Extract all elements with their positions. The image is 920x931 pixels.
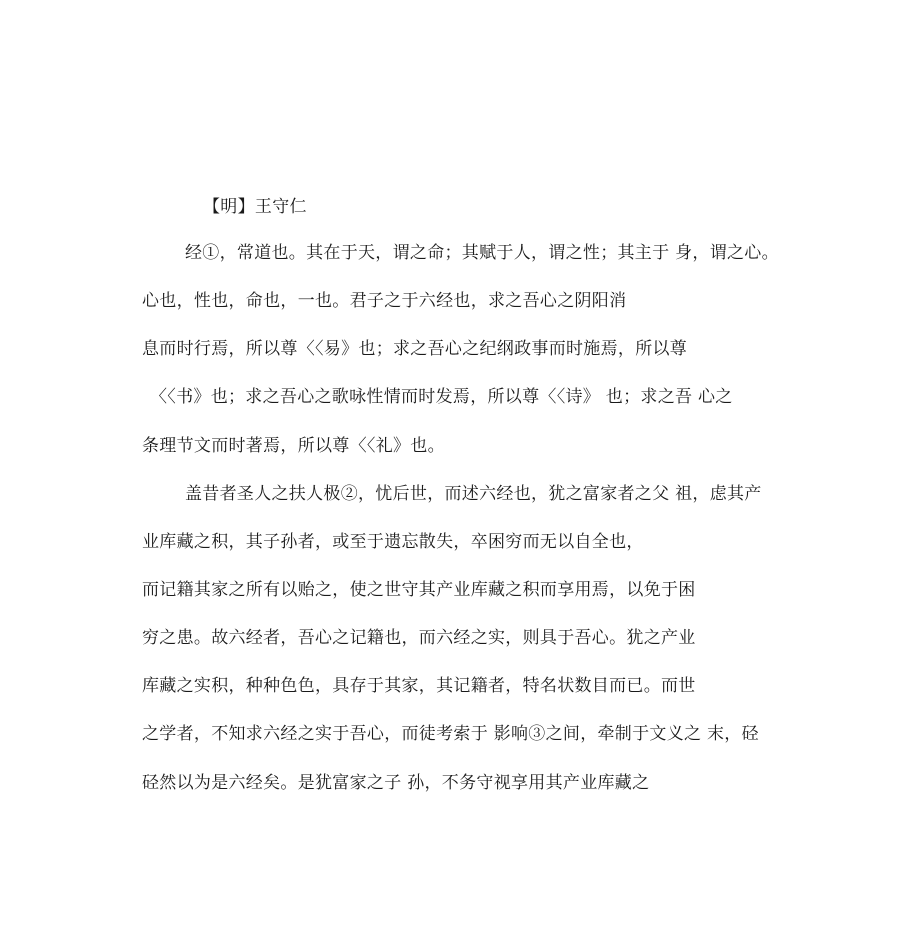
paragraph-line: 经①，常道也。其在于天，谓之命；其赋于人，谓之性；其主于 身，谓之心。 xyxy=(185,243,779,263)
paragraph-line: 而记籍其家之所有以贻之，使之世守其产业库藏之积而享用焉，以免于困 xyxy=(142,580,696,600)
author-heading: 【明】王守仁 xyxy=(203,197,307,217)
paragraph-line: 〈〈书》也；求之吾心之歌咏性情而时发焉，所以尊〈〈诗》 也；求之吾 心之 xyxy=(150,387,733,407)
paragraph-line: 穷之患。故六经者，吾心之记籍也，而六经之实，则具于吾心。犹之产业 xyxy=(142,628,696,648)
paragraph-line: 心也，性也，命也，一也。君子之于六经也，求之吾心之阴阳消 xyxy=(142,291,627,311)
paragraph-line: 之学者，不知求六经之实于吾心，而徒考索于 影响③之间，牵制于文义之 末，硁 xyxy=(142,724,759,744)
paragraph-line: 业库藏之积，其子孙者，或至于遗忘散失，卒困穷而无以自全也， xyxy=(142,532,644,552)
paragraph-line: 硁然以为是六经矣。是犹富家之子 孙，不务守视享用其产业库藏之 xyxy=(142,773,650,793)
paragraph-line: 盖昔者圣人之扶人极②，忧后世，而述六经也，犹之富家者之父 祖，虑其产 xyxy=(185,484,762,504)
paragraph-line: 息而时行焉，所以尊〈〈易》也；求之吾心之纪纲政事而时施焉，所以尊 xyxy=(142,339,688,359)
paragraph-line: 库藏之实积，种种色色，具存于其家，其记籍者，特名状数目而已。而世 xyxy=(142,676,696,696)
paragraph-line: 条理节文而时著焉，所以尊〈〈礼》也。 xyxy=(142,436,445,456)
